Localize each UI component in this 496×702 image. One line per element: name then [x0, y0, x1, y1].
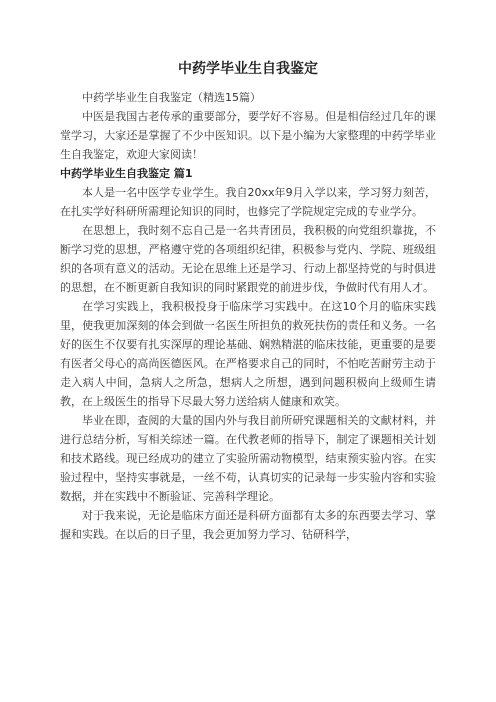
paragraph: 中医是我国古老传承的重要部分，要学好不容易。但是相信经过几年的课堂学习，大家还是掌握了不少中医知识。以下是小编为大家整理的中药学毕业生自我鉴定，欢迎大家阅读！: [60, 110, 436, 161]
section-heading: 中药学毕业生自我鉴定 篇1: [60, 167, 193, 180]
document-title: 中药学毕业生自我鉴定: [178, 61, 318, 77]
paragraph: 对于我来说，无论是临床方面还是科研方面都有太多的东西要去学习、掌握和实践。在以后的日子里，我会更加努力学习、钻研科学，: [60, 509, 436, 541]
paragraph: 在思想上，我时刻不忘自己是一名共青团员，我积极的向党组织靠拢，不断学习党的思想，严格遵守党的各项组织纪律，积极参与党内、学院、班级组织的各项有意义的活动。无论在思维上还是学习、行动上都坚持党的与时俱进的思想，在不断更新自我知识的同时紧跟党的前进步伐，争做时代有用人才。: [60, 224, 436, 294]
paragraph: 中药学毕业生自我鉴定（精选15篇）: [82, 91, 261, 104]
paragraph: 本人是一名中医学专业学生。我自20xx年9月入学以来，学习努力刻苦，在扎实学好科研所需理论知识的同时，也修完了学院规定完成的专业学分。: [60, 186, 436, 218]
paragraph: 毕业在即，查阅的大量的国内外与我目前所研究课题相关的文献材料，并进行总结分析，写相关综述一篇。在代教老师的指导下，制定了课题相关计划和技术路线。现已经成功的建立了实验所需动物模型，结束预实验内容。在实验过程中，坚持实事就是，一丝不苟，认真切实的记录每一步实验内容和实验数据，并在实践中不断验证、完善科学理论。: [60, 414, 436, 503]
paragraph: 在学习实践上，我积极投身于临床学习实践中。在这10个月的临床实践里，使我更加深刻的体会到做一名医生所担负的救死扶伤的责任和义务。一名好的医生不仅要有扎实深厚的理论基础、娴熟精湛的临床技能，更重要的是要有医者父母心的高尚医德医风。在严格要求自己的同时，不怕吃苦耐劳主动于走入病人中间，急病人之所急，想病人之所想，遇到问题积极向上级师生请教，在上级医生的指导下尽最大努力送给病人健康和欢笑。: [60, 300, 436, 408]
